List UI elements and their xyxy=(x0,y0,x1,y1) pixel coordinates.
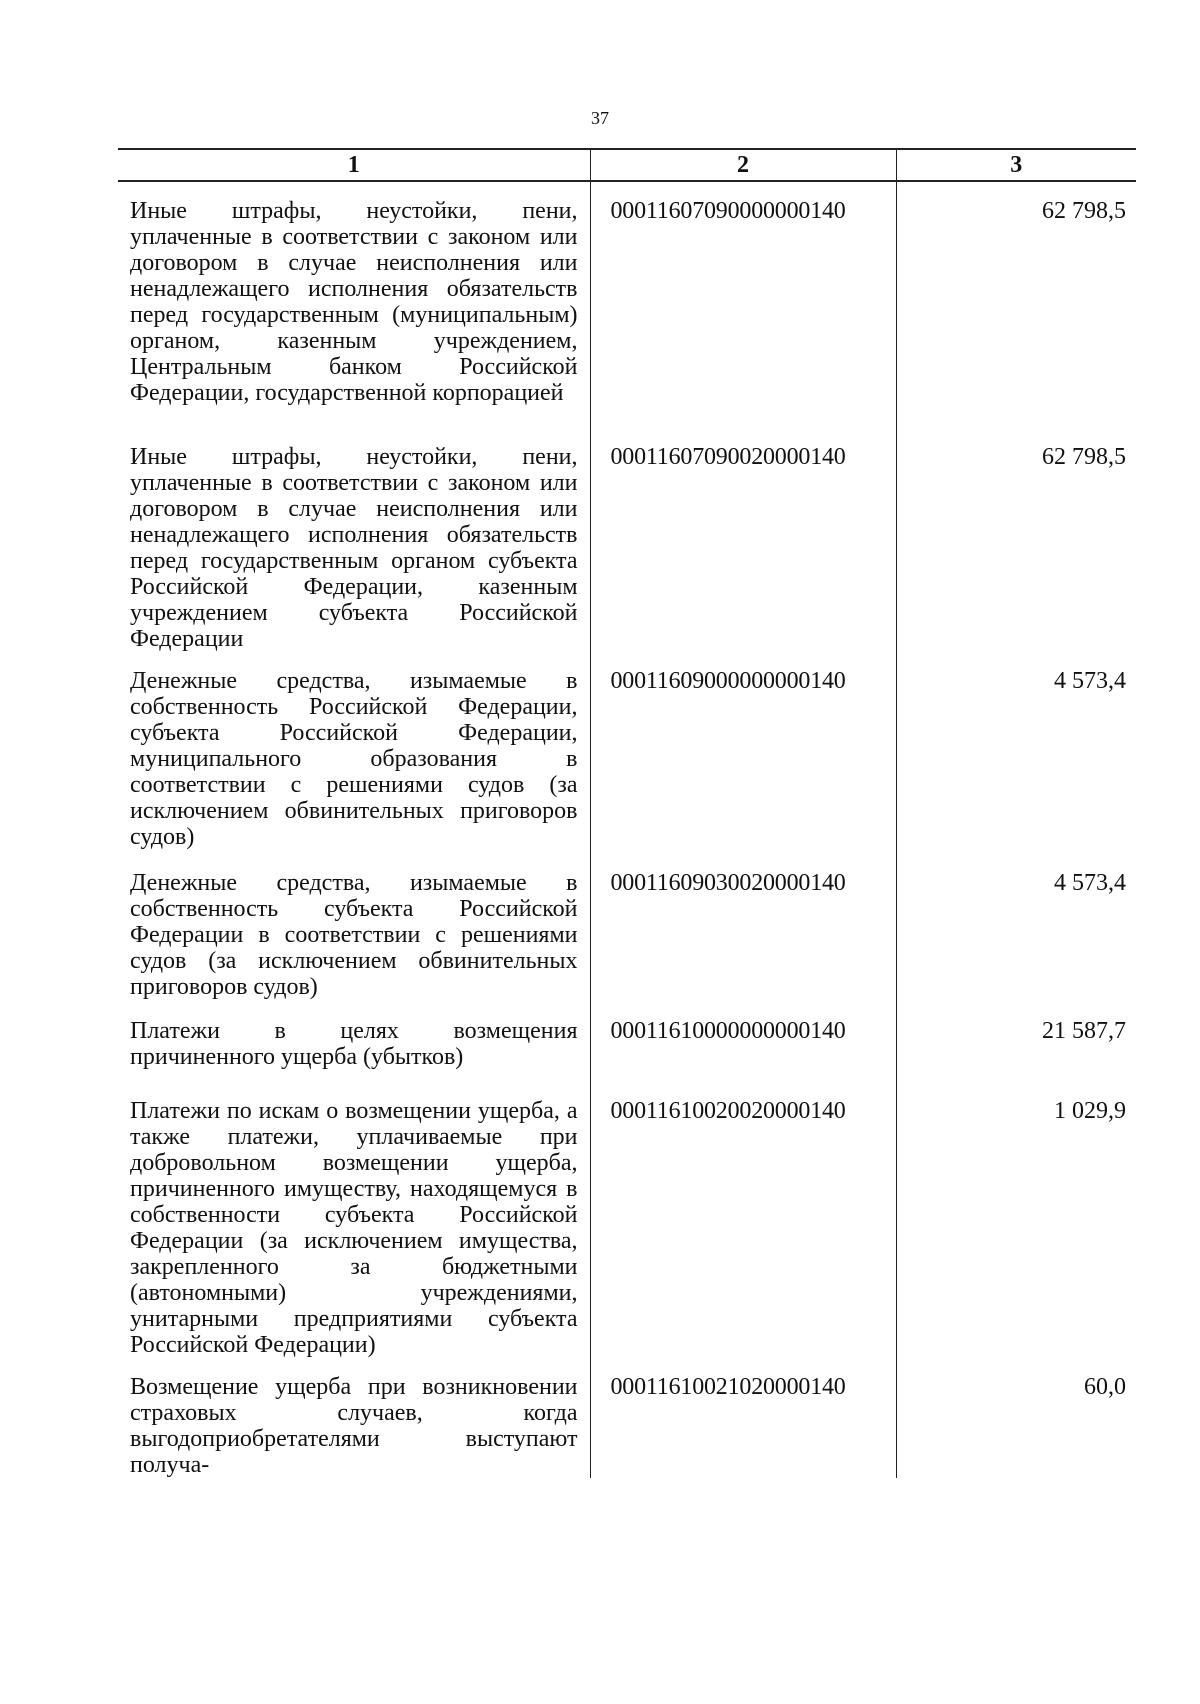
row-description: Платежи по искам о возмещении ущерба, а также платежи, уплачиваемые при добровольном возмещении ущерба, причиненного имуществу, находящемуся в собственности субъекта Российской Федерации (за исключением имущества, закрепленного за бюджетными (автономными) учреждениями, унитарными предприятиями субъекта Российской Федерации) xyxy=(130,1098,578,1358)
row-amount: 4 573,4 xyxy=(896,854,1136,1002)
table-row xyxy=(118,181,1136,428)
row-amount: 4 573,4 xyxy=(896,652,1136,854)
row-code: 00011607090000000140 xyxy=(590,181,896,428)
row-description: Возмещение ущерба при возникновении страховых случаев, когда выгодоприобретателями выступают получа- xyxy=(130,1374,578,1478)
column-header-3: 3 xyxy=(896,149,1136,181)
row-amount: 1 029,9 xyxy=(896,1082,1136,1358)
page-number: 37 xyxy=(591,108,609,128)
row-amount: 21 587,7 xyxy=(896,1002,1136,1082)
column-header-1: 1 xyxy=(118,149,590,181)
table-row xyxy=(118,652,1136,854)
row-code: 00011609030020000140 xyxy=(590,854,896,1002)
row-description: Иные штрафы, неустойки, пени, уплаченные в соответствии с законом или договором в случае неисполнения или ненадлежащего исполнения обязательств перед государственным (муниципальным) органом, казенным учреждением, Центральным банком Российской Федерации, государственной корпорацией xyxy=(130,198,578,406)
row-code: 00011609000000000140 xyxy=(590,652,896,854)
table-row xyxy=(118,1002,1136,1082)
row-code: 00011610000000000140 xyxy=(590,1002,896,1082)
table-row xyxy=(118,854,1136,1002)
row-description: Платежи в целях возмещения причиненного ущерба (убытков) xyxy=(130,1018,578,1070)
table-header-row xyxy=(118,149,1136,181)
budget-revenue-table xyxy=(118,148,1136,1478)
row-code: 00011610021020000140 xyxy=(590,1358,896,1478)
row-amount: 60,0 xyxy=(896,1358,1136,1478)
table-row xyxy=(118,1082,1136,1358)
column-header-2: 2 xyxy=(590,149,896,181)
row-code: 00011610020020000140 xyxy=(590,1082,896,1358)
row-description: Денежные средства, изымаемые в собственность субъекта Российской Федерации в соответствии с решениями судов (за исключением обвинительных приговоров судов) xyxy=(130,870,578,1000)
row-code: 00011607090020000140 xyxy=(590,428,896,652)
row-amount: 62 798,5 xyxy=(896,428,1136,652)
row-description: Иные штрафы, неустойки, пени, уплаченные в соответствии с законом или договором в случае неисполнения или ненадлежащего исполнения обязательств перед государственным органом субъекта Российской Федерации, казенным учреждением субъекта Российской Федерации xyxy=(130,444,578,652)
table-row xyxy=(118,1358,1136,1478)
table-row xyxy=(118,428,1136,652)
row-amount: 62 798,5 xyxy=(896,181,1136,428)
row-description: Денежные средства, изымаемые в собственность Российской Федерации, субъекта Российской Федерации, муниципального образования в соответствии с решениями судов (за исключением обвинительных приговоров судов) xyxy=(130,668,578,850)
